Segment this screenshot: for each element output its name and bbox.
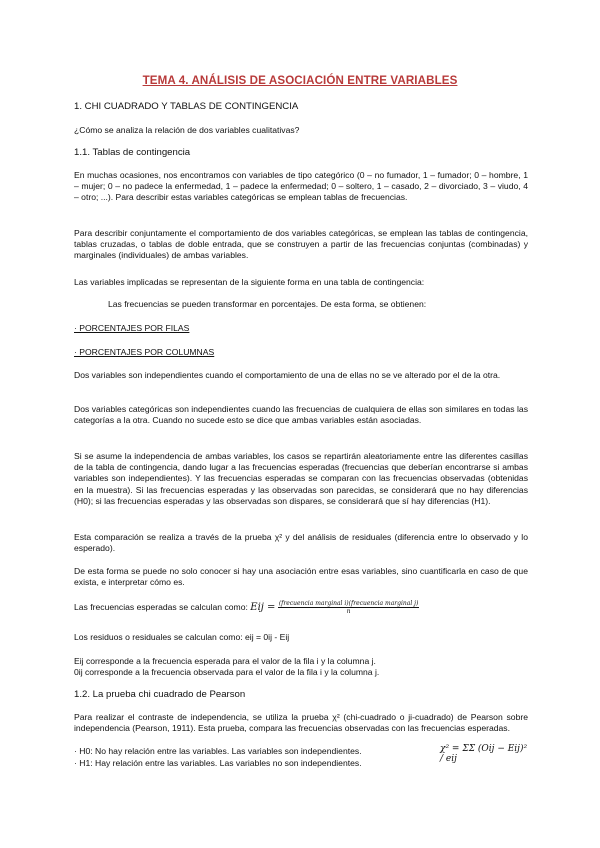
paragraph-oij: 0ij corresponde a la frecuencia observada para el valor de la fila i y la columna j.	[74, 667, 380, 677]
page-title: TEMA 4. ANÁLISIS DE ASOCIACIÓN ENTRE VARIABLES	[142, 74, 458, 87]
paragraph-eij: Eij corresponde a la frecuencia esperada para el valor de la fila i y la columna j.	[74, 656, 376, 666]
hypothesis-h1: · H1: Hay relación entre las variables. Las variables no son independientes.	[74, 758, 362, 768]
paragraph-13: Para realizar el contraste de independencia, se utiliza la prueba χ² (chi-cuadrado o ji-cuadrado) de Pearson sobre independencia (Pearson, 1911). Esta prueba, compara las frecuencias observadas con las frecuencias esperadas.	[74, 712, 528, 734]
paragraph-3: Las variables implicadas se representan de la siguiente forma en una tabla de contingencia:	[74, 277, 425, 287]
paragraph-1: En muchas ocasiones, nos encontramos con variables de tipo categórico (0 – no fumador, 1 – fumador; 0 – hombre, 1 – mujer; 0 – no padece la enfermedad, 1 – padece la enfermedad; 0 – soltero, 1 – casado, 2 – divorciado, 3 – viudo, 4 – otro; ...). Para describir estas variables categóricas se emplean tablas de frecuencias.	[74, 170, 528, 203]
formula-numerator: (frecuencia marginal i)(frecuencia marginal j)	[278, 600, 419, 607]
formula-denominator: n	[346, 608, 351, 615]
paragraph-8: Esta comparación se realiza a través de la prueba χ² y del análisis de residuales (diferencia entre lo observado y lo esperado).	[74, 532, 528, 554]
expected-frequency-line	[74, 600, 528, 615]
paragraph-4: Las frecuencias se pueden transformar en porcentajes. De esta forma, se obtienen:	[108, 299, 427, 309]
subsection-heading-1-2: 1.2. La prueba chi cuadrado de Pearson	[74, 689, 246, 700]
question-line: ¿Cómo se analiza la relación de dos variables cualitativas?	[74, 125, 300, 135]
bullet-porcentajes-filas: · PORCENTAJES POR FILAS	[74, 323, 190, 333]
paragraph-5: Dos variables son independientes cuando el comportamiento de una de ellas no se ve alterado por el de la otra.	[74, 370, 501, 380]
expected-frequency-label: Las frecuencias esperadas se calculan como:	[74, 601, 248, 612]
paragraph-9: De esta forma se puede no solo conocer si hay una asociación entre esas variables, sino cuantificarla en caso de que exista, e interpretar cómo es.	[74, 566, 528, 588]
subsection-heading-1-1: 1.1. Tablas de contingencia	[74, 147, 191, 158]
paragraph-7: Si se asume la independencia de ambas variables, los casos se repartirán aleatoriamente entre las diferentes casillas de la tabla de contingencia, dando lugar a las frecuencias esperadas (frecuencias que deberían encontrarse si ambas variables son independientes). Y las frecuencias esperadas se comparan con las frecuencias observadas (obtenidas en la muestra). Si las frecuencias esperadas y las observadas son parecidas, se considerará que no hay diferencias (H0); si las frecuencias esperadas y las observadas son dispares, se considerará que sí hay diferencias (H1).	[74, 451, 528, 506]
hypothesis-h0: · H0: No hay relación entre las variables. Las variables son independientes.	[74, 746, 362, 756]
paragraph-residuals: Los residuos o residuales se calculan como: eij = 0ij - Eij	[74, 632, 290, 642]
bullet-porcentajes-columnas: · PORCENTAJES POR COLUMNAS	[74, 347, 215, 357]
paragraph-6: Dos variables categóricas son independientes cuando las frecuencias de cualquiera de ellas son similares en todas las categorías a la otra. Cuando no sucede esto se dice que ambas variables están asociadas.	[74, 404, 528, 426]
section-heading-1: 1. CHI CUADRADO Y TABLAS DE CONTINGENCIA	[74, 101, 299, 112]
expected-frequency-fraction	[278, 600, 420, 615]
formula-lhs: Eij =	[250, 601, 276, 613]
paragraph-2: Para describir conjuntamente el comportamiento de dos variables categóricas, se emplean las tablas de contingencia, tablas cruzadas, o tablas de doble entrada, que se construyen a partir de las frecuencias conjuntas (combinadas) y marginales (individuales) de ambas variables.	[74, 228, 528, 261]
chi-square-formula: χ² = ΣΣ (Oij − Eij)² / eij	[440, 744, 528, 764]
